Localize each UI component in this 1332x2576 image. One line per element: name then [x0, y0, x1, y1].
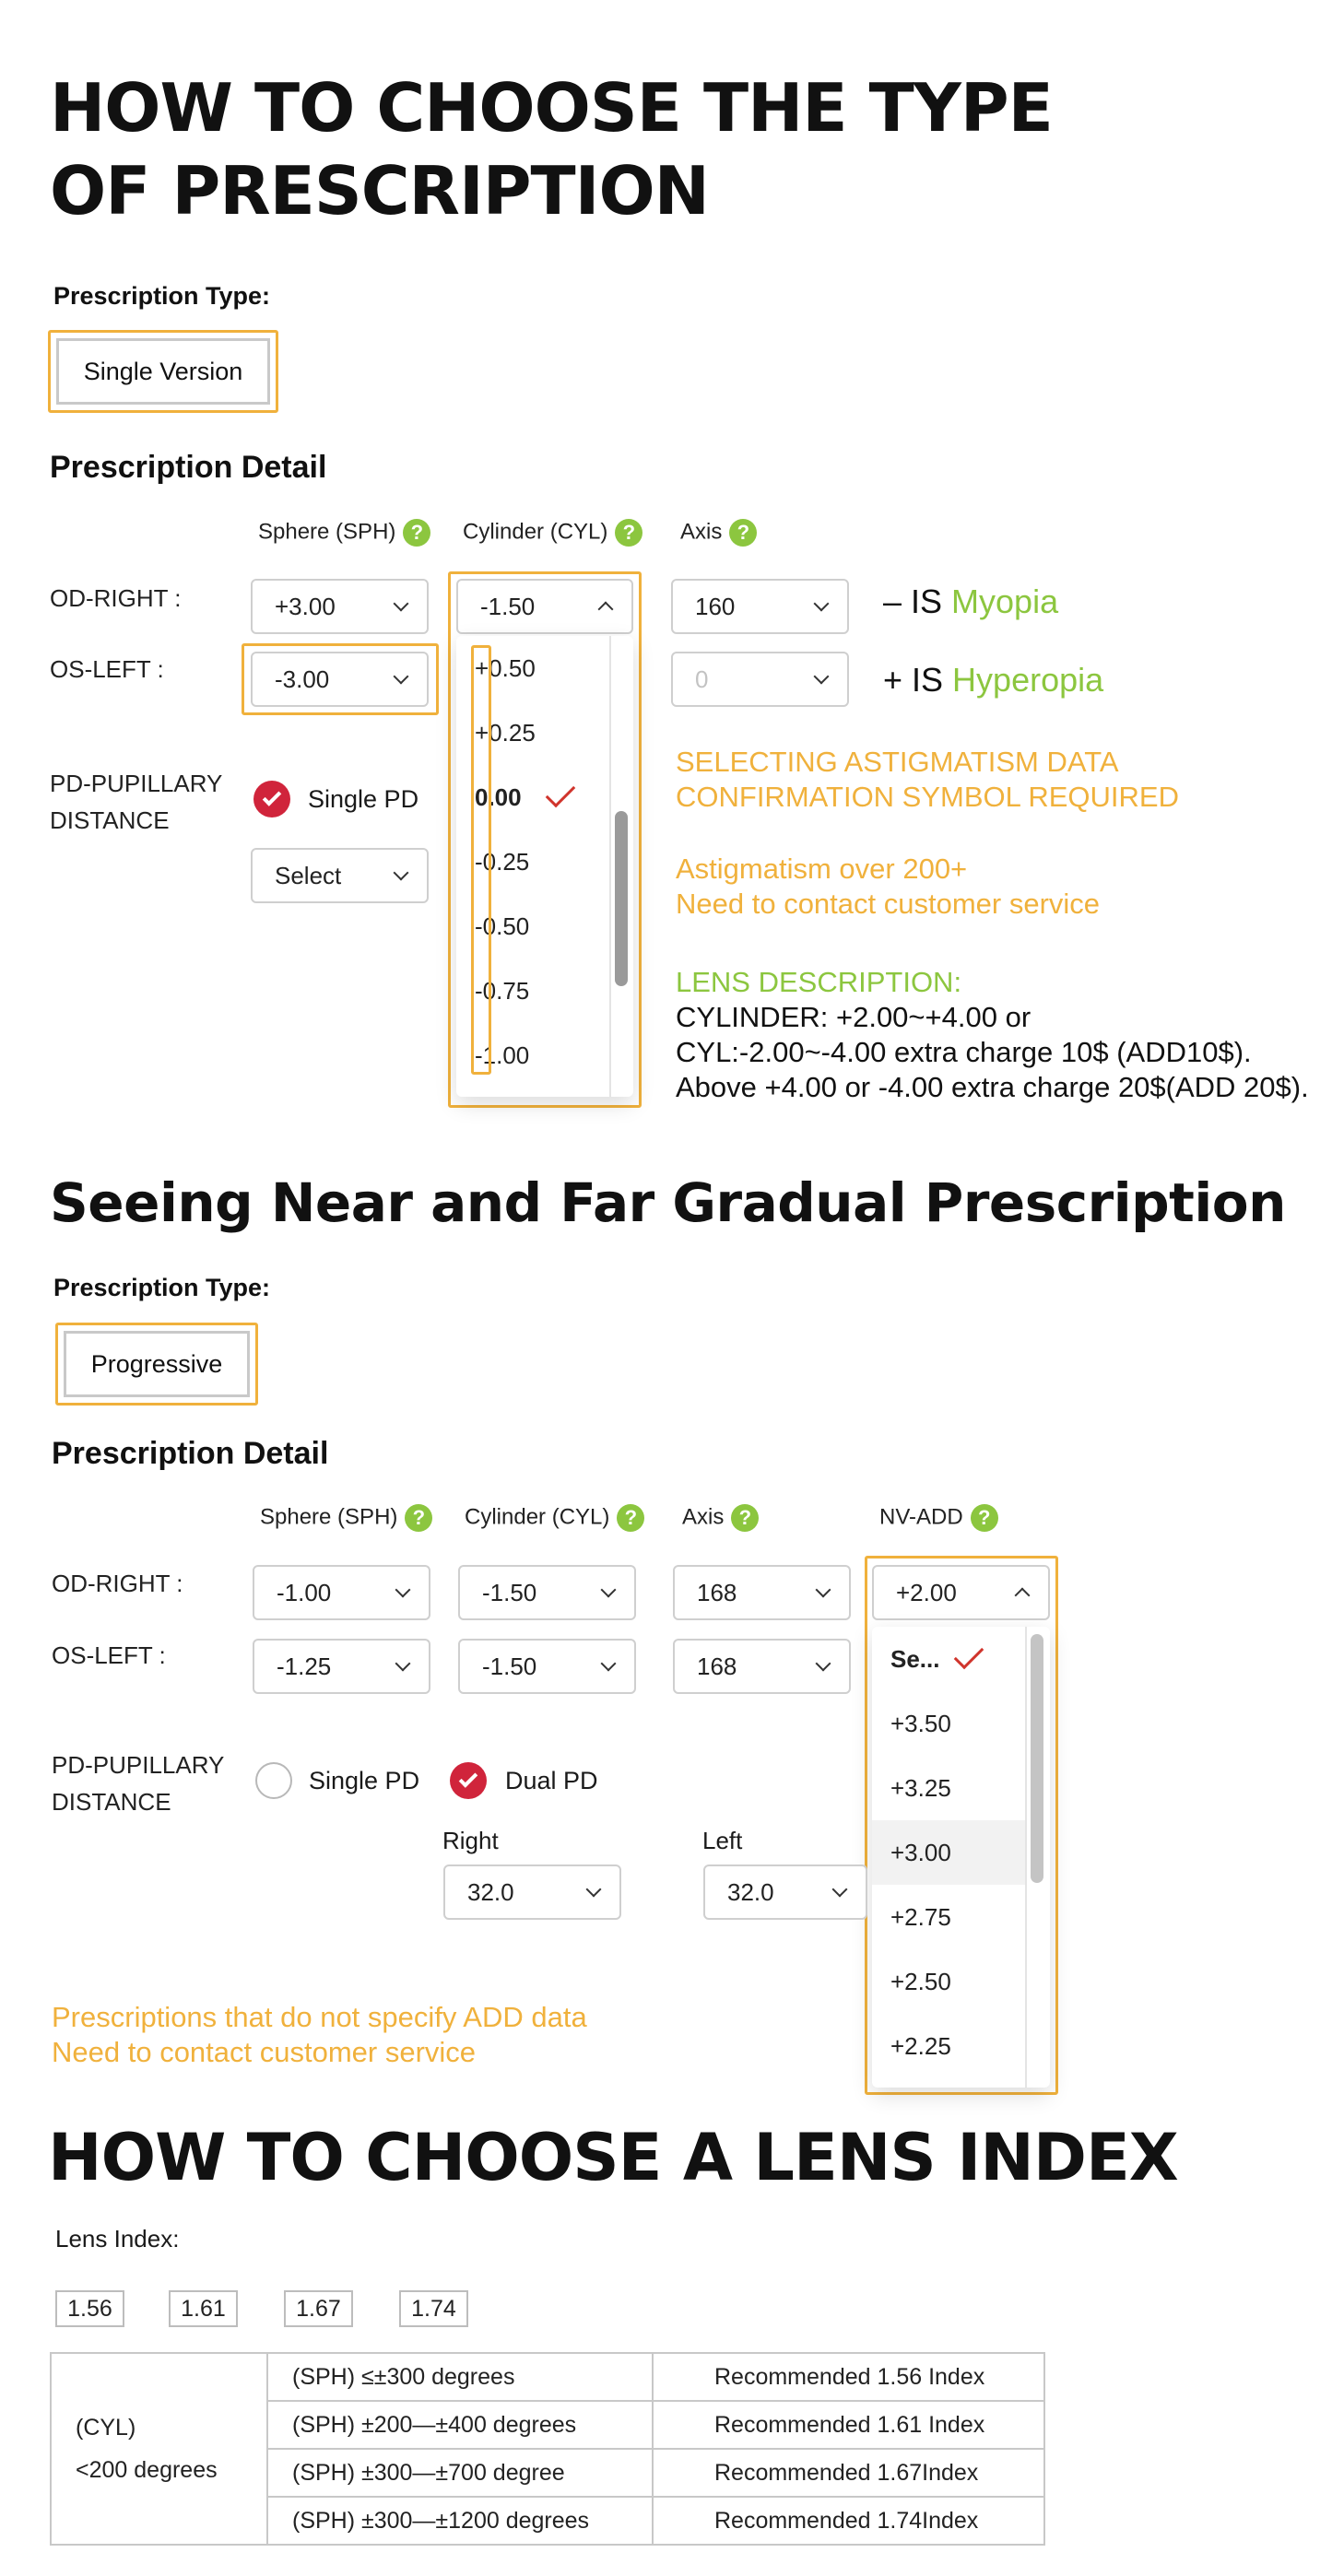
- pd-label-line2-2: DISTANCE: [52, 1788, 171, 1816]
- section2-title: Seeing Near and Far Gradual Prescription: [50, 1171, 1286, 1234]
- sph-cell: (SPH) ±300—±700 degree: [267, 2449, 653, 2497]
- chevron-down-icon: [816, 1656, 831, 1672]
- add-option[interactable]: +2.25: [890, 2031, 951, 2060]
- table-row: [51, 2353, 1044, 2401]
- chevron-down-icon: [394, 865, 409, 881]
- hyperopia-note: + IS Hyperopia: [883, 661, 1104, 699]
- lens-index-label: Lens Index:: [55, 2225, 180, 2253]
- sph-help-icon[interactable]: ?: [403, 519, 430, 547]
- od-cyl-select-2[interactable]: -1.50: [458, 1565, 636, 1620]
- recommendation-cell: Recommended 1.61 Index: [653, 2401, 1044, 2449]
- add-scrollbar[interactable]: [1031, 1634, 1043, 1883]
- axis-help-icon[interactable]: ?: [729, 519, 757, 547]
- recommendation-cell: Recommended 1.67Index: [653, 2449, 1044, 2497]
- add-note-line1: Prescriptions that do not specify ADD data: [52, 2001, 587, 2033]
- chevron-down-icon: [601, 1656, 617, 1672]
- cyl-help-icon[interactable]: ?: [615, 519, 642, 547]
- scroll-track: [1025, 1627, 1027, 2088]
- add-option-hovered[interactable]: +3.00: [872, 1820, 1025, 1885]
- cyl-sign-column-highlight: [471, 645, 491, 1075]
- od-cyl-select[interactable]: -1.50: [456, 579, 633, 634]
- od-axis-select[interactable]: 160: [671, 579, 849, 634]
- cyl-option[interactable]: -0.75: [475, 976, 530, 1005]
- nv-add-column-header: NV-ADD ?: [879, 1504, 998, 1532]
- dual-pd-label: Dual PD: [505, 1767, 598, 1794]
- add-note-line2: Need to contact customer service: [52, 2036, 477, 2068]
- sph-cell: (SPH) ±300—±1200 degrees: [267, 2497, 653, 2545]
- prescription-type-label: Prescription Type:: [53, 282, 271, 310]
- single-pd-radio-2[interactable]: [255, 1762, 292, 1799]
- pd-select[interactable]: Select: [251, 848, 429, 903]
- od-add-select[interactable]: +2.00: [872, 1565, 1050, 1620]
- single-version-button[interactable]: Single Version: [56, 338, 270, 405]
- os-sph-select[interactable]: -3.00: [251, 652, 429, 707]
- chevron-down-icon: [395, 1582, 411, 1598]
- chevron-down-icon: [395, 1656, 411, 1672]
- add-option[interactable]: +2.50: [890, 1967, 951, 1995]
- myopia-note: – IS Myopia: [883, 582, 1059, 620]
- cyl-column-header: Cylinder (CYL) ?: [463, 519, 642, 547]
- chevron-up-icon: [1015, 1588, 1031, 1604]
- chevron-up-icon: [598, 602, 614, 618]
- pd-label-line1: PD-PUPILLARY: [50, 770, 223, 797]
- add-dropdown-list: [872, 1627, 1050, 2088]
- left-pd-select[interactable]: 32.0: [703, 1864, 867, 1920]
- od-sph-select[interactable]: +3.00: [251, 579, 429, 634]
- over200-note-line2: Need to contact customer service: [676, 888, 1101, 920]
- astig-note-line2: CONFIRMATION SYMBOL REQUIRED: [676, 781, 1179, 813]
- add-option[interactable]: +3.50: [890, 1709, 951, 1737]
- cyl-option-selected[interactable]: 0.00: [456, 765, 633, 829]
- right-pd-label: Right: [442, 1827, 499, 1854]
- cyl-option[interactable]: +0.50: [475, 653, 536, 682]
- chevron-down-icon: [601, 1582, 617, 1598]
- right-pd-select[interactable]: 32.0: [443, 1864, 621, 1920]
- recommendation-cell: Recommended 1.56 Index: [653, 2353, 1044, 2401]
- prescription-detail-heading: Prescription Detail: [50, 450, 327, 485]
- check-icon: [545, 778, 575, 808]
- sph-cell: (SPH) ≤±300 degrees: [267, 2353, 653, 2401]
- progressive-button[interactable]: Progressive: [64, 1331, 250, 1397]
- cyl-scrollbar[interactable]: [615, 811, 628, 986]
- lens-description-line1: CYLINDER: +2.00~+4.00 or: [676, 1001, 1031, 1033]
- astig-note-line1: SELECTING ASTIGMATISM DATA: [676, 746, 1119, 778]
- cyl-group-line2: <200 degrees: [76, 2457, 218, 2483]
- axis-column-header: Axis ?: [680, 519, 757, 547]
- single-pd-label: Single PD: [308, 785, 419, 813]
- prescription-detail-heading-2: Prescription Detail: [52, 1436, 329, 1471]
- cyl-group-cell: [51, 2353, 267, 2545]
- lens-description-line2: CYL:-2.00~-4.00 extra charge 10$ (ADD10$).: [676, 1036, 1252, 1068]
- recommendation-cell: Recommended 1.74Index: [653, 2497, 1044, 2545]
- sph-column-header: Sphere (SPH) ?: [258, 519, 430, 547]
- lens-index-option[interactable]: 1.74: [399, 2290, 468, 2327]
- section3-title: HOW TO CHOOSE A LENS INDEX: [48, 2120, 1178, 2195]
- sph-column-header-2: Sphere (SPH) ?: [260, 1504, 432, 1532]
- os-cyl-select-2[interactable]: -1.50: [458, 1639, 636, 1694]
- lens-index-table: [50, 2352, 1045, 2546]
- sph-help-icon[interactable]: ?: [405, 1504, 432, 1532]
- os-left-label: OS-LEFT :: [50, 655, 164, 683]
- prescription-type-highlight: [48, 330, 278, 413]
- prescription-type-highlight-2: [55, 1323, 258, 1406]
- axis-help-icon[interactable]: ?: [731, 1504, 759, 1532]
- over200-note-line1: Astigmatism over 200+: [676, 853, 968, 885]
- cyl-option[interactable]: -1.00: [475, 1041, 530, 1069]
- chevron-down-icon: [814, 596, 830, 612]
- lens-description-title: LENS DESCRIPTION:: [676, 966, 962, 998]
- os-axis-select[interactable]: 0: [671, 652, 849, 707]
- axis-column-header-2: Axis ?: [682, 1504, 759, 1532]
- od-sph-select-2[interactable]: -1.00: [253, 1565, 430, 1620]
- prescription-type-label-2: Prescription Type:: [53, 1274, 271, 1301]
- lens-index-option[interactable]: 1.61: [169, 2290, 238, 2327]
- od-right-label: OD-RIGHT :: [50, 584, 182, 612]
- cyl-help-icon[interactable]: ?: [617, 1504, 644, 1532]
- chevron-down-icon: [394, 669, 409, 685]
- add-help-icon[interactable]: ?: [971, 1504, 998, 1532]
- cyl-column-header-2: Cylinder (CYL) ?: [465, 1504, 644, 1532]
- sph-cell: (SPH) ±200—±400 degrees: [267, 2401, 653, 2449]
- dual-pd-radio[interactable]: [450, 1762, 487, 1799]
- chevron-down-icon: [814, 669, 830, 685]
- single-pd-label-2: Single PD: [309, 1767, 420, 1794]
- chevron-down-icon: [832, 1882, 848, 1898]
- chevron-down-icon: [394, 596, 409, 612]
- scroll-track: [609, 636, 611, 1097]
- check-icon: [954, 1640, 984, 1670]
- section1-title-line1: HOW TO CHOOSE THE TYPE: [50, 69, 1053, 147]
- add-option-selected[interactable]: Se...: [872, 1627, 1050, 1691]
- os-sph-select-2[interactable]: -1.25: [253, 1639, 430, 1694]
- cyl-option[interactable]: -0.25: [475, 847, 530, 876]
- add-option[interactable]: +3.25: [890, 1773, 951, 1802]
- od-right-label-2: OD-RIGHT :: [52, 1570, 183, 1597]
- os-axis-select-2[interactable]: 168: [673, 1639, 851, 1694]
- chevron-down-icon: [816, 1582, 831, 1598]
- pd-label-line2: DISTANCE: [50, 806, 170, 834]
- os-left-label-2: OS-LEFT :: [52, 1641, 166, 1669]
- lens-index-option[interactable]: 1.56: [55, 2290, 124, 2327]
- lens-index-option[interactable]: 1.67: [284, 2290, 353, 2327]
- cyl-option[interactable]: +0.25: [475, 718, 536, 747]
- od-axis-select-2[interactable]: 168: [673, 1565, 851, 1620]
- cyl-option[interactable]: -0.50: [475, 912, 530, 940]
- single-pd-radio[interactable]: [253, 781, 290, 817]
- lens-description-line3: Above +4.00 or -4.00 extra charge 20$(ADD 20$).: [676, 1071, 1309, 1103]
- cyl-group-line1: (CYL): [76, 2415, 136, 2441]
- add-option[interactable]: +2.75: [890, 1902, 951, 1931]
- left-pd-label: Left: [702, 1827, 743, 1854]
- pd-label-line1-2: PD-PUPILLARY: [52, 1751, 225, 1779]
- chevron-down-icon: [586, 1882, 602, 1898]
- section1-title-line2: OF PRESCRIPTION: [50, 152, 709, 229]
